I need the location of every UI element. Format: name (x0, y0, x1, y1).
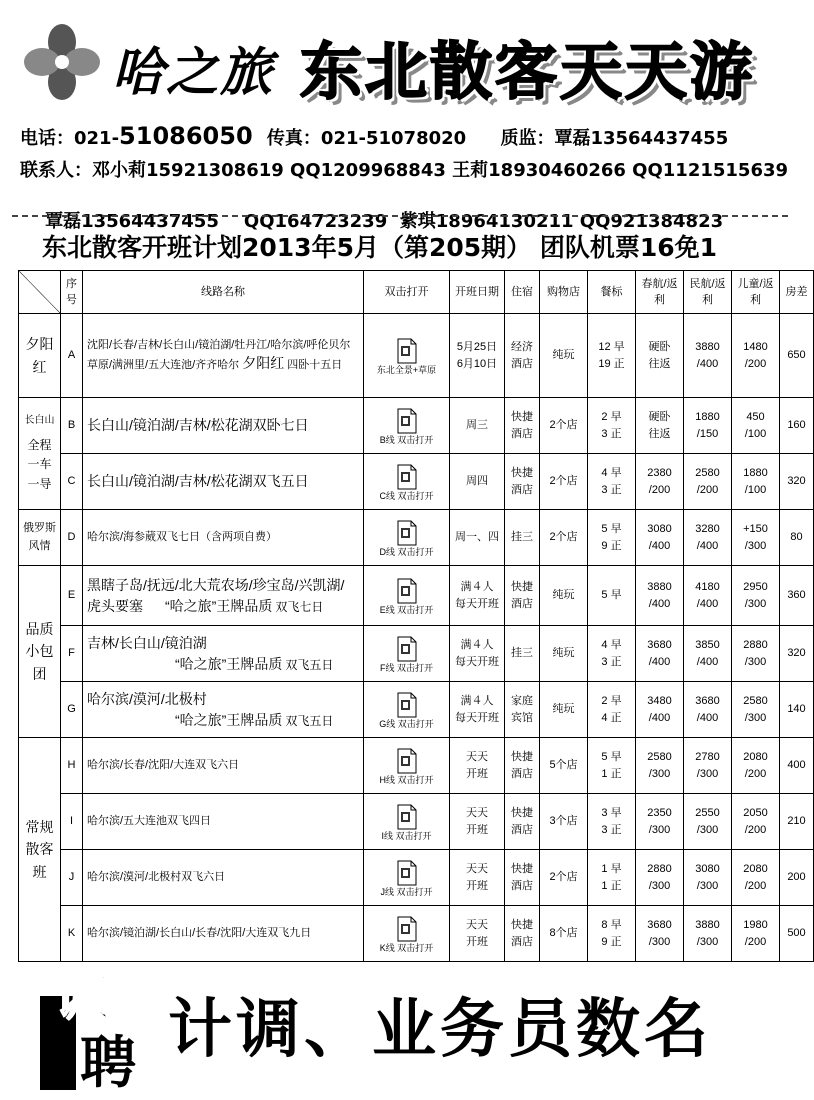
route-name: 吉林/长白山/镜泊湖 “哈之旅”王牌品质 双飞五日 (83, 626, 364, 682)
contacts-line-1: 邓小莉15921308619 QQ1209968843 王莉18930460266 QQ1121515639 (92, 160, 789, 181)
civil-airline-price: 4180 /400 (684, 566, 732, 626)
spring-airline-price: 2880 /300 (636, 850, 684, 906)
spring-airline-price: 硬卧 往返 (636, 314, 684, 398)
child-price: 1480 /200 (732, 314, 780, 398)
table-row (19, 398, 814, 454)
route-name: 哈尔滨/长春/沈阳/大连双飞六日 (83, 738, 364, 794)
room-diff: 160 (780, 398, 814, 454)
open-dates: 5月25日 6月10日 (450, 314, 505, 398)
table-row (19, 850, 814, 906)
civil-airline-price: 2780 /300 (684, 738, 732, 794)
row-id: H (61, 738, 83, 794)
fax-label: 传真： (266, 128, 321, 149)
document-icon (364, 338, 449, 364)
room-diff: 650 (780, 314, 814, 398)
document-icon (364, 520, 449, 546)
recruit-char-1: 诚 (54, 963, 110, 1028)
open-dates: 天天 开班 (450, 906, 505, 962)
col-seq: 序号 (61, 271, 83, 314)
spring-airline-price: 硬卧 往返 (636, 398, 684, 454)
col-route: 线路名称 (83, 271, 364, 314)
room-diff: 320 (780, 454, 814, 510)
header (0, 0, 800, 120)
document-icon (364, 464, 449, 490)
col-shop: 购物店 (540, 271, 588, 314)
room-diff: 200 (780, 850, 814, 906)
open-file-link[interactable]: D线 双击打开 (364, 510, 450, 566)
meals: 5 早 (588, 566, 636, 626)
route-name: 哈尔滨/五大连池双飞四日 (83, 794, 364, 850)
civil-airline-price: 2550 /300 (684, 794, 732, 850)
meals: 4 早 3 正 (588, 454, 636, 510)
hotel: 快捷 酒店 (505, 850, 540, 906)
hotel: 快捷 酒店 (505, 566, 540, 626)
qc-label: 质监： (500, 128, 555, 149)
room-diff: 400 (780, 738, 814, 794)
open-dates: 周四 (450, 454, 505, 510)
group-label: 品质小包团 (19, 566, 61, 738)
civil-airline-price: 3880 /300 (684, 906, 732, 962)
document-icon (364, 636, 449, 662)
row-id: F (61, 626, 83, 682)
shop: 3个店 (540, 794, 588, 850)
open-file-link[interactable]: G线 双击打开 (364, 682, 450, 738)
row-id: A (61, 314, 83, 398)
hotel: 快捷 酒店 (505, 738, 540, 794)
row-id: K (61, 906, 83, 962)
child-price: 2080 /200 (732, 738, 780, 794)
table-row (19, 454, 814, 510)
civil-airline-price: 3680 /400 (684, 682, 732, 738)
open-dates: 满４人 每天开班 (450, 682, 505, 738)
document-icon (364, 578, 449, 604)
col-open: 双击打开 (364, 271, 450, 314)
row-id: B (61, 398, 83, 454)
document-icon (364, 804, 449, 830)
open-dates: 满４人 每天开班 (450, 626, 505, 682)
open-file-link[interactable]: F线 双击打开 (364, 626, 450, 682)
meals: 2 早 3 正 (588, 398, 636, 454)
room-diff: 80 (780, 510, 814, 566)
route-name: 长白山/镜泊湖/吉林/松花湖双飞五日 (83, 454, 364, 510)
qc-contact: 覃磊13564437455 (554, 128, 729, 149)
document-icon (364, 916, 449, 942)
table-row (19, 510, 814, 566)
spring-airline-price: 3880 /400 (636, 566, 684, 626)
child-price: 1880 /100 (732, 454, 780, 510)
meals: 12 早 19 正 (588, 314, 636, 398)
group-label: 常规散客班 (19, 738, 61, 962)
meals: 5 早 9 正 (588, 510, 636, 566)
route-name: 长白山/镜泊湖/吉林/松花湖双卧七日 (83, 398, 364, 454)
shop: 2个店 (540, 850, 588, 906)
room-diff: 320 (780, 626, 814, 682)
table-header (19, 271, 814, 314)
child-price: 2950 /300 (732, 566, 780, 626)
child-price: 2880 /300 (732, 626, 780, 682)
spring-airline-price: 3080 /400 (636, 510, 684, 566)
col-dates: 开班日期 (450, 271, 505, 314)
open-dates: 满４人 每天开班 (450, 566, 505, 626)
col-child: 儿童/返利 (732, 271, 780, 314)
hotel: 挂三 (505, 626, 540, 682)
divider (12, 215, 788, 217)
contacts-line-2: 覃磊13564437455 QQ164723239 紫琪18964130211 QQ921384823 (45, 211, 724, 232)
document-icon (364, 408, 449, 434)
table-row (19, 314, 814, 398)
route-name: 哈尔滨/漠河/北极村双飞六日 (83, 850, 364, 906)
child-price: 1980 /200 (732, 906, 780, 962)
child-price: 450 /100 (732, 398, 780, 454)
hotel: 快捷 酒店 (505, 906, 540, 962)
open-dates: 天天 开班 (450, 738, 505, 794)
shop: 2个店 (540, 398, 588, 454)
room-diff: 360 (780, 566, 814, 626)
document-icon (364, 860, 449, 886)
route-name: 哈尔滨/海参葳双飞七日（含两项自费） (83, 510, 364, 566)
diag-header-cell (19, 271, 61, 314)
child-price: +150 /300 (732, 510, 780, 566)
headline: 东北散客天天游 (300, 35, 756, 108)
meals: 1 早 1 正 (588, 850, 636, 906)
spring-airline-price: 2350 /300 (636, 794, 684, 850)
route-name: 哈尔滨/镜泊湖/长白山/长春/沈阳/大连双飞九日 (83, 906, 364, 962)
open-dates: 周三 (450, 398, 505, 454)
table-row (19, 682, 814, 738)
open-file-link[interactable]: 东北全景+草原 (364, 314, 450, 398)
brand-name: 哈之旅 (112, 42, 275, 103)
civil-airline-price: 2580 /200 (684, 454, 732, 510)
meals: 3 早 3 正 (588, 794, 636, 850)
hotel: 快捷 酒店 (505, 398, 540, 454)
brand-logo-icon (22, 22, 102, 102)
fax-number: 021-51078020 (320, 128, 467, 149)
row-id: E (61, 566, 83, 626)
route-name: 黑瞎子岛/抚远/北大荒农场/珍宝岛/兴凯湖/ 虎头要塞 “哈之旅”王牌品质 双飞七日 (83, 566, 364, 626)
recruit-char-2: 聘 (80, 1031, 136, 1096)
hotel: 家庭 宾馆 (505, 682, 540, 738)
row-id: D (61, 510, 83, 566)
col-hotel: 住宿 (505, 271, 540, 314)
row-id: C (61, 454, 83, 510)
plan-title: 东北散客开班计划2013年5月（第205期） 团队机票16免1 (42, 233, 718, 262)
civil-airline-price: 3880 /400 (684, 314, 732, 398)
shop: 纯玩 (540, 566, 588, 626)
shop: 纯玩 (540, 682, 588, 738)
open-file-link[interactable]: K线 双击打开 (364, 906, 450, 962)
shop: 5个店 (540, 738, 588, 794)
col-civil: 民航/返利 (684, 271, 732, 314)
route-name: 沈阳/长春/吉林/长白山/镜泊湖/牡丹江/哈尔滨/呼伦贝尔 草原/满洲里/五大连池/齐齐哈尔 夕阳红 四卧十五日 (83, 314, 364, 398)
meals: 5 早 1 正 (588, 738, 636, 794)
recruit-text: 计调、业务员数名 (168, 993, 712, 1067)
recruit-badge (40, 960, 148, 1096)
spring-airline-price: 3480 /400 (636, 682, 684, 738)
col-spring: 春航/返利 (636, 271, 684, 314)
shop: 纯玩 (540, 314, 588, 398)
child-price: 2580 /300 (732, 682, 780, 738)
open-dates: 周一、四 (450, 510, 505, 566)
hotel: 经济 酒店 (505, 314, 540, 398)
civil-airline-price: 3280 /400 (684, 510, 732, 566)
room-diff: 210 (780, 794, 814, 850)
contacts-label: 联系人： (20, 160, 92, 181)
col-meals: 餐标 (588, 271, 636, 314)
document-icon (364, 692, 449, 718)
hotel: 快捷 酒店 (505, 454, 540, 510)
table-row (19, 626, 814, 682)
shop: 2个店 (540, 454, 588, 510)
shop: 2个店 (540, 510, 588, 566)
open-dates: 天天 开班 (450, 794, 505, 850)
table-row (19, 738, 814, 794)
spring-airline-price: 3680 /300 (636, 906, 684, 962)
meals: 8 早 9 正 (588, 906, 636, 962)
civil-airline-price: 3080 /300 (684, 850, 732, 906)
meals: 4 早 3 正 (588, 626, 636, 682)
child-price: 2050 /200 (732, 794, 780, 850)
open-file-link[interactable]: E线 双击打开 (364, 566, 450, 626)
col-diff: 房差 (780, 271, 814, 314)
shop: 8个店 (540, 906, 588, 962)
spring-airline-price: 3680 /400 (636, 626, 684, 682)
group-label: 俄罗斯风情 (19, 510, 61, 566)
row-id: G (61, 682, 83, 738)
schedule-table (18, 270, 814, 962)
shop: 纯玩 (540, 626, 588, 682)
room-diff: 140 (780, 682, 814, 738)
row-id: I (61, 794, 83, 850)
open-dates: 天天 开班 (450, 850, 505, 906)
open-file-link[interactable]: H线 双击打开 (364, 738, 450, 794)
civil-airline-price: 1880 /150 (684, 398, 732, 454)
open-file-link[interactable]: J线 双击打开 (364, 850, 450, 906)
phone-label: 电话： (20, 128, 74, 149)
civil-airline-price: 3850 /400 (684, 626, 732, 682)
hotel: 快捷 酒店 (505, 794, 540, 850)
route-name: 哈尔滨/漠河/北极村 “哈之旅”王牌品质 双飞五日 (83, 682, 364, 738)
row-id: J (61, 850, 83, 906)
group-label: 长白山 全程一车一导 (19, 398, 61, 510)
table-row (19, 794, 814, 850)
room-diff: 500 (780, 906, 814, 962)
document-icon (364, 748, 449, 774)
table-row (19, 566, 814, 626)
child-price: 2080 /200 (732, 850, 780, 906)
open-file-link[interactable]: I线 双击打开 (364, 794, 450, 850)
group-label: 夕阳红 (19, 314, 61, 398)
meals: 2 早 4 正 (588, 682, 636, 738)
phone-prefix: 021- (74, 128, 120, 149)
phone-number: 51086050 (119, 122, 253, 150)
open-file-link[interactable]: B线 双击打开 (364, 398, 450, 454)
open-file-link[interactable]: C线 双击打开 (364, 454, 450, 510)
table-row (19, 906, 814, 962)
spring-airline-price: 2580 /300 (636, 738, 684, 794)
hotel: 挂三 (505, 510, 540, 566)
spring-airline-price: 2380 /200 (636, 454, 684, 510)
